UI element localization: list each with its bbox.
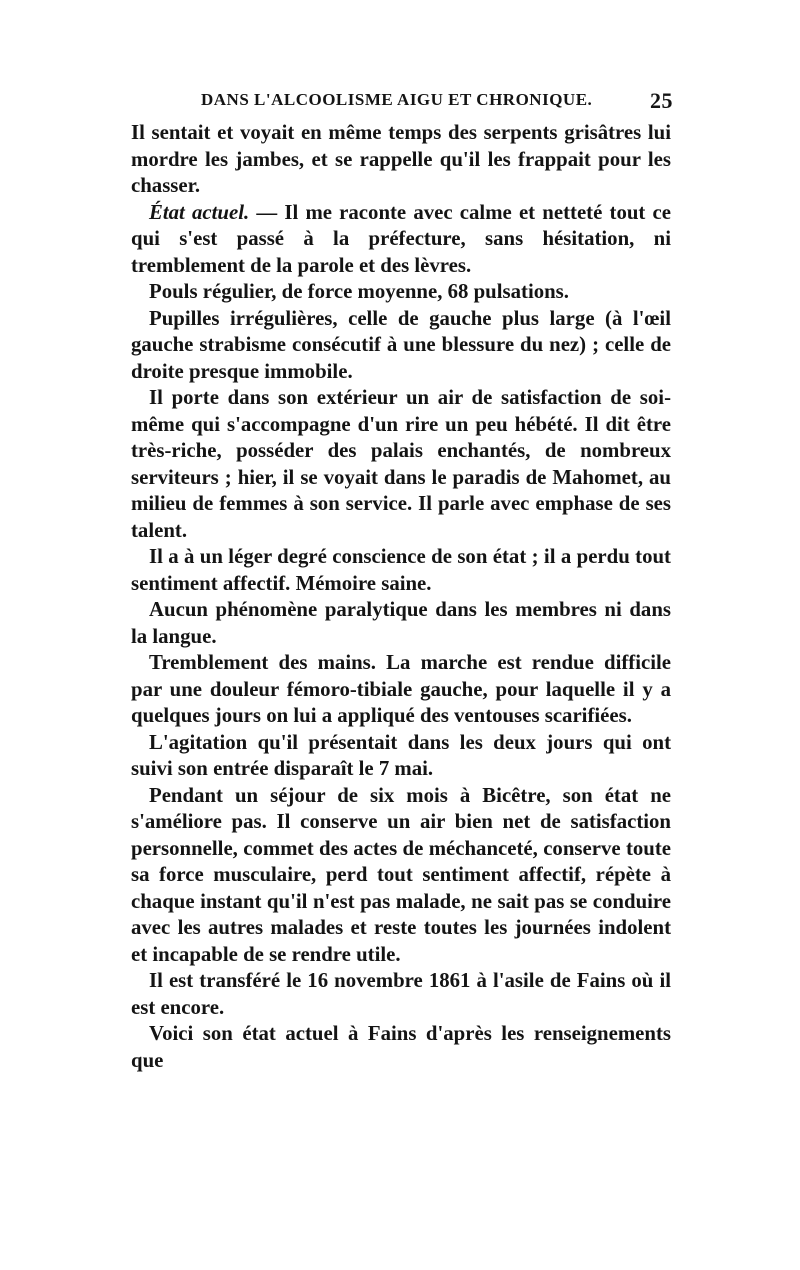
running-title: DANS L'ALCOOLISME AIGU ET CHRONIQUE.: [201, 90, 593, 109]
paragraph-4: Pupilles irrégulières, celle de gauche plus large (à l'œil gauche strabisme consécutif à une blessure du nez) ; celle de droite presque immobile.: [131, 306, 671, 383]
running-head: [131, 88, 671, 120]
paragraph-2: État actuel. — Il me raconte avec calme et netteté tout ce qui s'est passé à la préfecture, sans hésitation, ni tremblement de la parole et des lèvres.: [131, 200, 671, 277]
paragraph-8: Tremblement des mains. La marche est rendue difficile par une douleur fémoro-tibiale gauche, pour laquelle il y a quelques jours on lui a appliqué des ventouses scarifiées.: [131, 651, 671, 727]
paragraph-3: Pouls régulier, de force moyenne, 68 pulsations.: [149, 280, 569, 303]
paragraph-7: Aucun phénomène paralytique dans les membres ni dans la langue.: [131, 598, 671, 648]
section-lead: État actuel.: [149, 200, 250, 224]
paragraph-11: Il est transféré le 16 novembre 1861 à l'asile de Fains où il est encore.: [131, 969, 671, 1019]
book-page: [131, 88, 671, 1074]
body-text: [131, 120, 671, 1074]
paragraph-1: Il sentait et voyait en même temps des serpents grisâtres lui mordre les jambes, et se rappelle qu'il les frappait pour les chasser.: [131, 121, 671, 197]
page-number: 25: [650, 88, 673, 113]
paragraph-6: Il a à un léger degré conscience de son état ; il a perdu tout sentiment affectif. Mémoire saine.: [131, 545, 671, 595]
paragraph-5: Il porte dans son extérieur un air de satisfaction de soi-même qui s'accompagne d'un rire un peu hébété. Il dit être très-riche, posséder des palais enchantés, de nombreux serviteurs ; hier, il se voyait dans le paradis de Mahomet, au milieu de femmes à son service. Il parle avec emphase de ses talent.: [131, 386, 671, 542]
paragraph-9: L'agitation qu'il présentait dans les deux jours qui ont suivi son entrée disparaît le 7 mai.: [131, 730, 671, 780]
paragraph-10: Pendant un séjour de six mois à Bicêtre, son état ne s'améliore pas. Il conserve un air bien net de satisfaction personnelle, commet des actes de méchanceté, conserve toute sa force musculaire, perd tout sentiment affectif, répète à chaque instant qu'il n'est pas malade, ne sait pas se conduire avec les autres malades et reste toutes les journées indolent et incapable de se rendre utile.: [131, 783, 671, 966]
paragraph-12: Voici son état actuel à Fains d'après les renseignements que: [131, 1022, 671, 1072]
